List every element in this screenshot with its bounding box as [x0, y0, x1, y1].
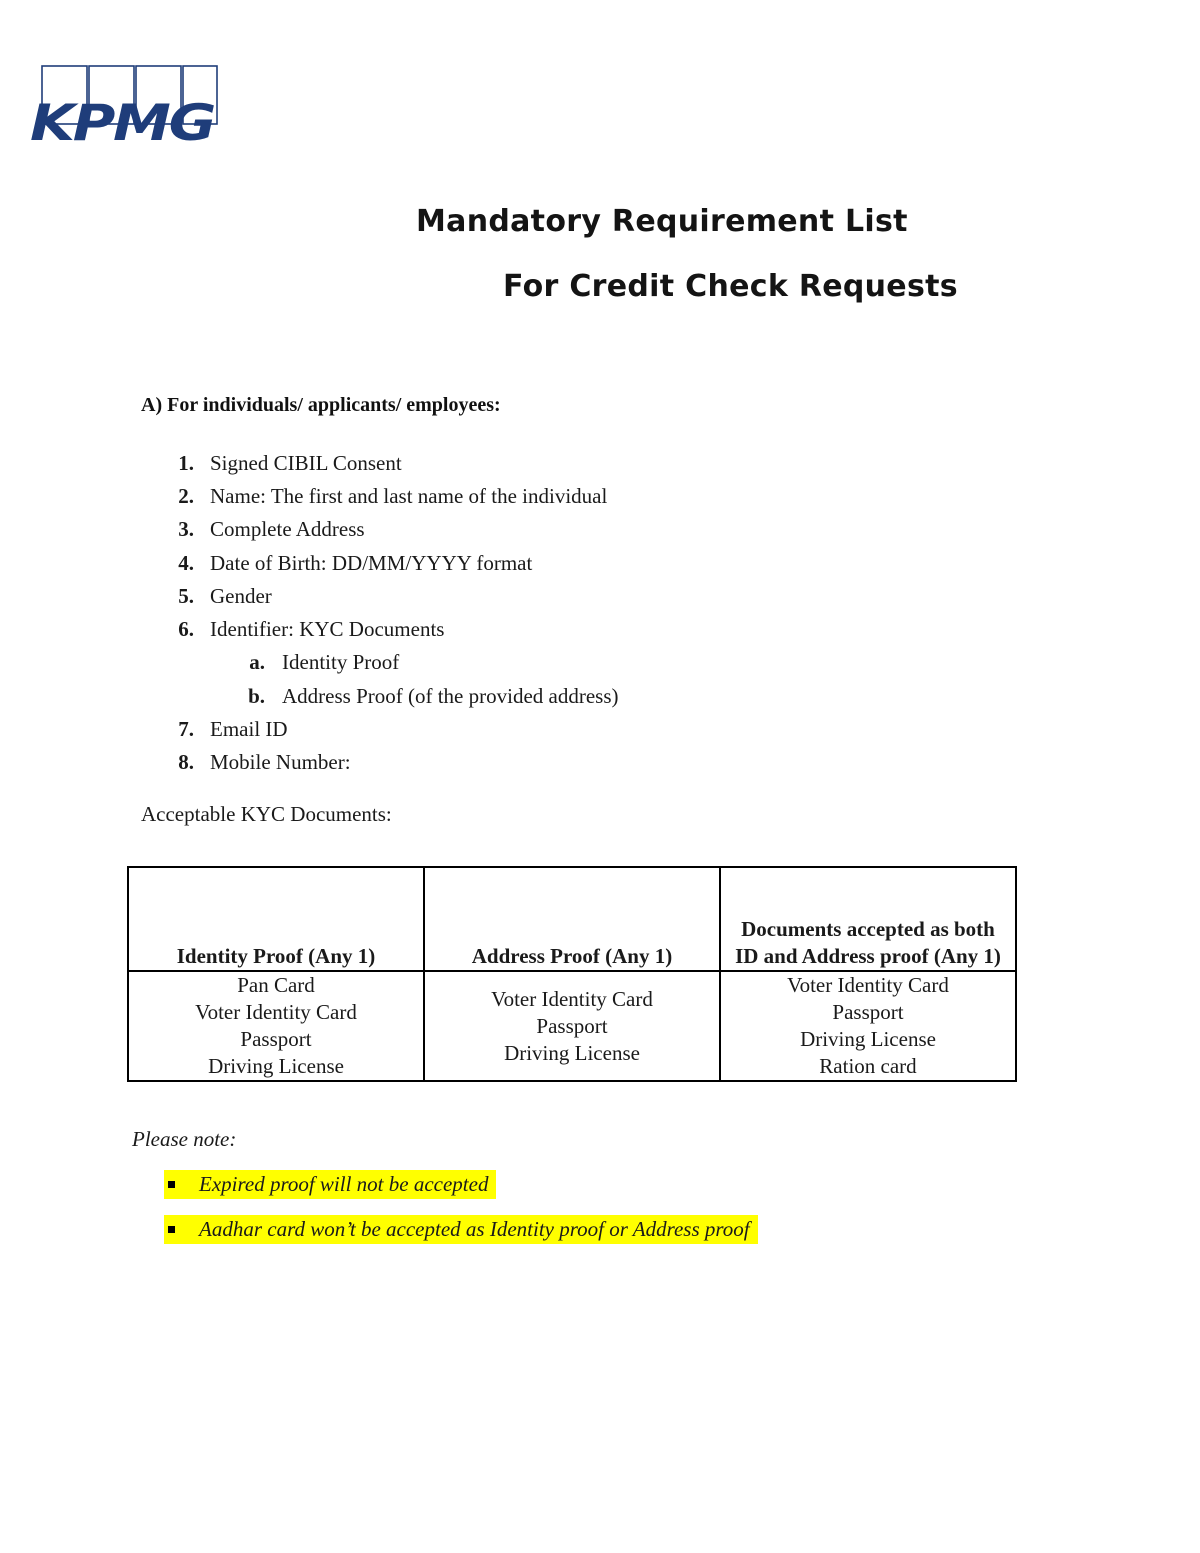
- list-item-number: 6.: [178, 617, 194, 641]
- table-header-both: Documents accepted as both ID and Address proof (Any 1): [720, 867, 1016, 971]
- kpmg-logo-mark: [30, 64, 230, 148]
- list-item-text: Mobile Number:: [210, 750, 351, 774]
- square-bullet-icon: [168, 1226, 175, 1233]
- table-header-identity: Identity Proof (Any 1): [128, 867, 424, 971]
- cell-line: Passport: [240, 1027, 312, 1051]
- note-text: Expired proof will not be accepted: [199, 1172, 489, 1196]
- note-label: Please note:: [132, 1127, 237, 1151]
- list-item-number: a.: [249, 650, 265, 674]
- cell-line: Driving License: [208, 1054, 344, 1078]
- list-item-number: 8.: [178, 750, 194, 774]
- table-cell-both: [720, 971, 1016, 1081]
- list-item-number: 2.: [178, 484, 194, 508]
- list-item-text: Signed CIBIL Consent: [210, 451, 402, 475]
- table-row: [128, 971, 1016, 1081]
- cell-line: Voter Identity Card: [491, 986, 653, 1011]
- list-item-text: Identifier: KYC Documents: [210, 617, 445, 641]
- cell-line: Passport: [832, 1000, 904, 1024]
- section-heading: A) For individuals/ applicants/ employees:: [141, 394, 501, 416]
- square-bullet-icon: [168, 1181, 175, 1188]
- kpmg-logo: [30, 64, 230, 148]
- list-item-text: Gender: [210, 584, 272, 608]
- list-item-number: 1.: [178, 451, 194, 475]
- table-cell-identity: [128, 971, 424, 1081]
- list-item-text: Identity Proof: [282, 650, 400, 674]
- cell-line: Driving License: [504, 1040, 640, 1065]
- list-item-text: Complete Address: [210, 517, 365, 541]
- note-item: [164, 1215, 758, 1244]
- table-header-row: [128, 867, 1016, 971]
- list-item-number: 3.: [178, 517, 194, 541]
- logo-text: KPMG: [30, 94, 214, 148]
- list-item-number: b.: [248, 684, 265, 708]
- list-item-number: 4.: [178, 551, 194, 575]
- list-item-text: Date of Birth: DD/MM/YYYY format: [210, 551, 533, 575]
- cell-line: Passport: [536, 1013, 608, 1038]
- table-cell-address: [424, 971, 720, 1081]
- list-item-text: Name: The first and last name of the individual: [210, 484, 608, 508]
- table-header-address: Address Proof (Any 1): [424, 867, 720, 971]
- cell-line: Voter Identity Card: [195, 1000, 357, 1024]
- cell-line: Ration card: [819, 1054, 917, 1078]
- list-item-text: Address Proof (of the provided address): [282, 684, 619, 708]
- cell-line: Driving License: [800, 1027, 936, 1051]
- kyc-label: Acceptable KYC Documents:: [141, 802, 392, 826]
- note-text: Aadhar card won’t be accepted as Identity proof or Address proof: [199, 1217, 750, 1241]
- cell-line: Pan Card: [237, 973, 315, 997]
- list-item-number: 5.: [178, 584, 194, 608]
- kyc-table: [127, 866, 1017, 1082]
- list-item-text: Email ID: [210, 717, 288, 741]
- list-item-number: 7.: [178, 717, 194, 741]
- cell-line: Voter Identity Card: [787, 973, 949, 997]
- page-title: Mandatory Requirement List: [416, 204, 908, 239]
- page-subtitle: For Credit Check Requests: [503, 269, 958, 304]
- note-item: [164, 1170, 496, 1199]
